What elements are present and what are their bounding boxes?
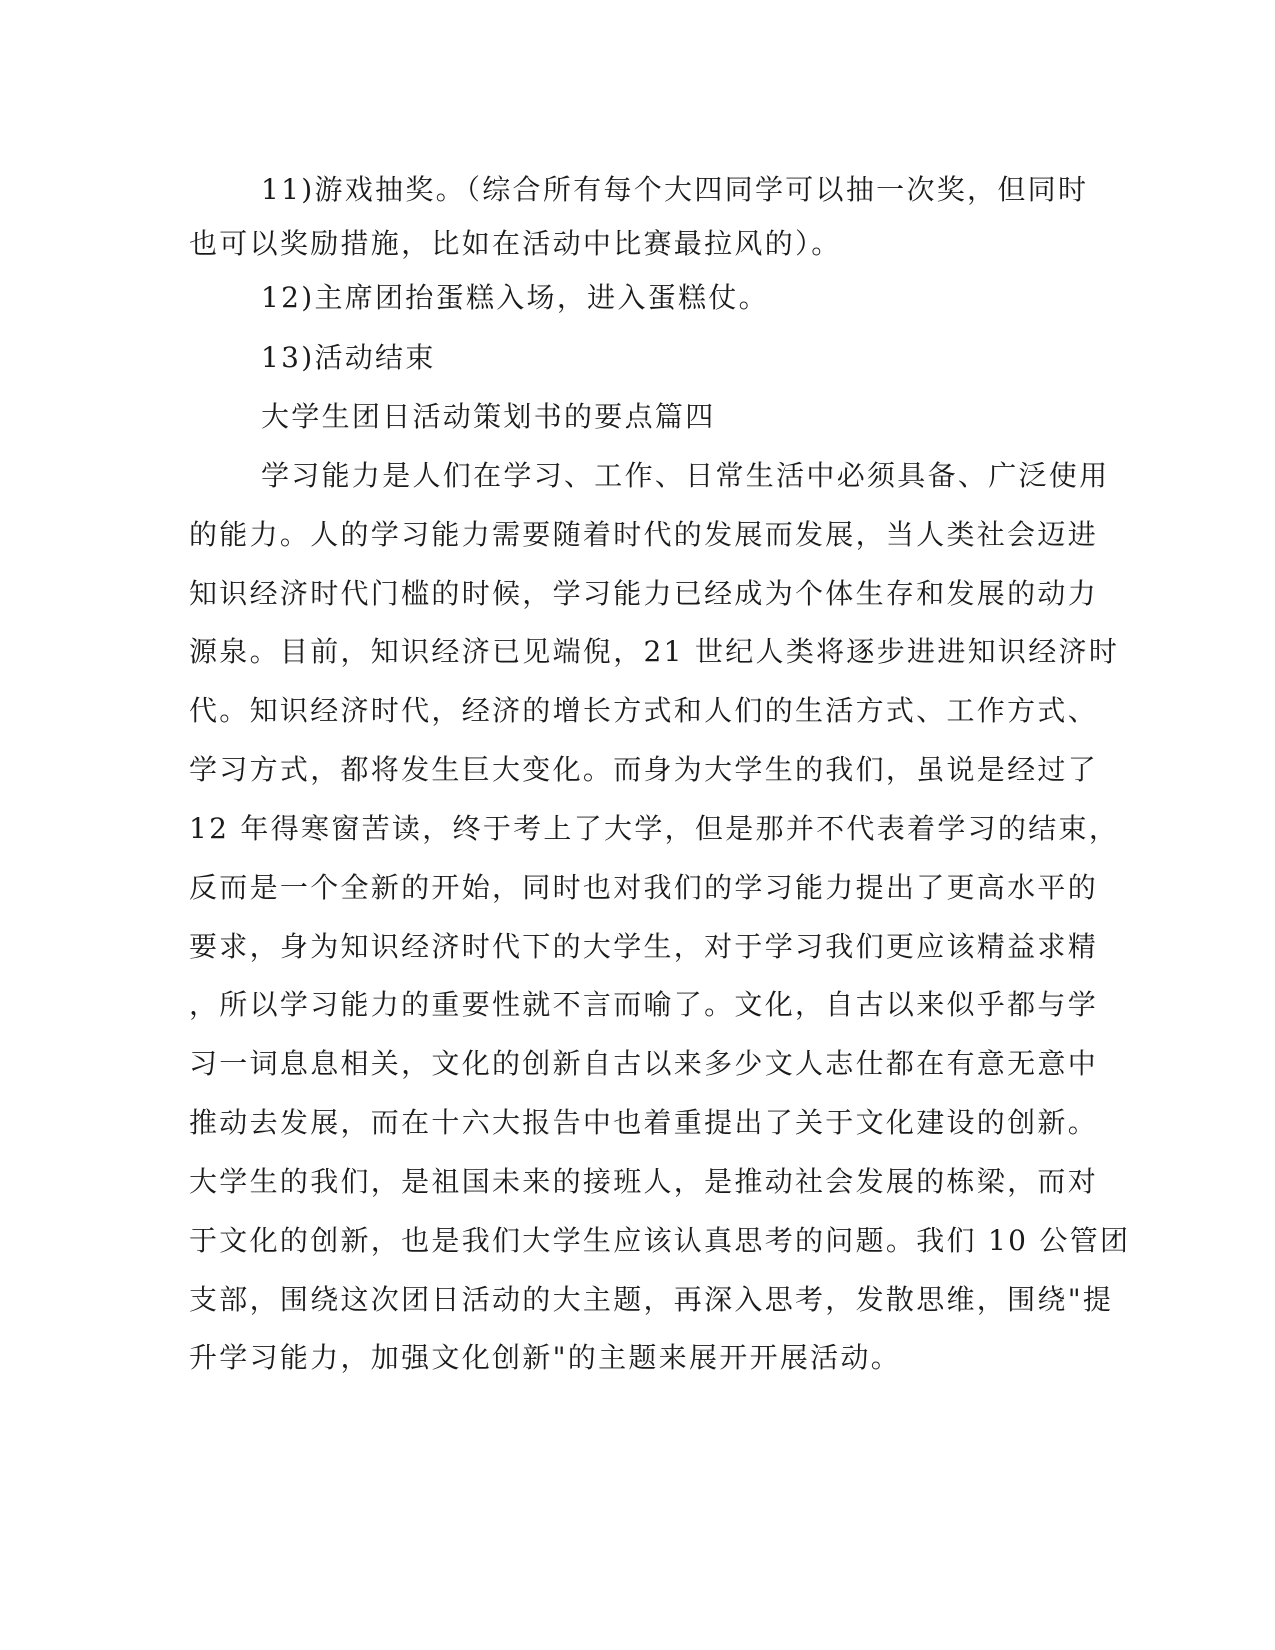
paragraph-line: 知识经济时代门槛的时候，学习能力已经成为个体生存和发展的动力 xyxy=(189,577,1099,610)
paragraph-line: 于文化的创新，也是我们大学生应该认真思考的问题。我们 10 公管团 xyxy=(189,1224,1131,1257)
paragraph-line: 升学习能力，加强文化创新"的主题来展开开展活动。 xyxy=(189,1341,902,1374)
paragraph-line: 学习方式，都将发生巨大变化。而身为大学生的我们，虽说是经过了 xyxy=(189,753,1099,786)
section-heading: 大学生团日活动策划书的要点篇四 xyxy=(261,400,716,433)
paragraph-line: 学习能力是人们在学习、工作、日常生活中必须具备、广泛使用 xyxy=(261,459,1110,492)
list-item-11-line-1: 11)游戏抽奖。（综合所有每个大四同学可以抽一次奖，但同时 xyxy=(261,173,1089,206)
list-item-13: 13)活动结束 xyxy=(261,341,436,374)
paragraph-line: 反而是一个全新的开始，同时也对我们的学习能力提出了更高水平的 xyxy=(189,871,1099,904)
paragraph-line: 支部，围绕这次团日活动的大主题，再深入思考，发散思维，围绕"提 xyxy=(189,1283,1114,1316)
list-item-11-line-2: 也可以奖励措施，比如在活动中比赛最拉风的）。 xyxy=(189,227,842,260)
paragraph-line: 推动去发展，而在十六大报告中也着重提出了关于文化建设的创新。 xyxy=(189,1106,1099,1139)
paragraph-line: 大学生的我们，是祖国未来的接班人，是推动社会发展的栋梁，而对 xyxy=(189,1165,1099,1198)
paragraph-line: ，所以学习能力的重要性就不言而喻了。文化，自古以来似乎都与学 xyxy=(189,988,1099,1021)
paragraph-line: 要求，身为知识经济时代下的大学生，对于学习我们更应该精益求精 xyxy=(189,930,1099,963)
list-item-12: 12)主席团抬蛋糕入场，进入蛋糕仗。 xyxy=(261,281,769,314)
paragraph-line: 源泉。目前，知识经济已见端倪，21 世纪人类将逐步进进知识经济时 xyxy=(189,635,1120,668)
paragraph-line: 的能力。人的学习能力需要随着时代的发展而发展，当人类社会迈进 xyxy=(189,518,1099,551)
paragraph-line: 习一词息息相关，文化的创新自古以来多少文人志仕都在有意无意中 xyxy=(189,1047,1099,1080)
paragraph-line: 代。知识经济时代，经济的增长方式和人们的生活方式、工作方式、 xyxy=(189,694,1099,727)
paragraph-line: 12 年得寒窗苦读，终于考上了大学，但是那并不代表着学习的结束， xyxy=(189,812,1120,845)
